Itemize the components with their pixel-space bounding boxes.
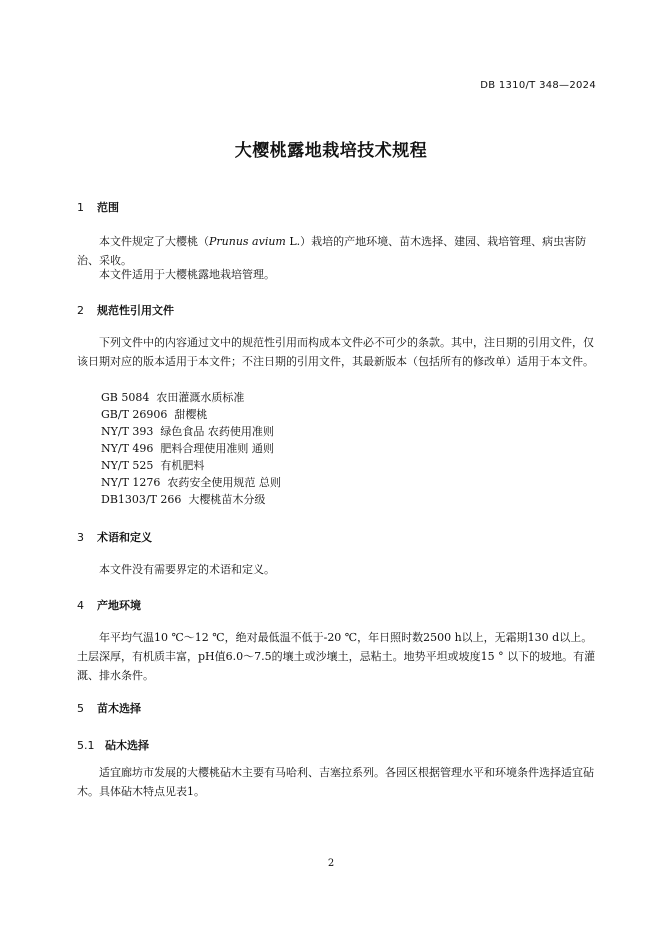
section-number: 5	[77, 702, 84, 715]
section-number: 1	[77, 201, 84, 214]
reference-item: GB/T 26906 甜樱桃	[101, 408, 208, 421]
latin-name: Prunus avium	[209, 235, 286, 248]
section-1-paragraph-2: 本文件适用于大樱桃露地栽培管理。	[99, 268, 275, 281]
text-run: 本文件规定了大樱桃（	[99, 235, 209, 248]
section-5-1-heading	[77, 737, 149, 753]
standard-code: DB 1310/T 348—2024	[480, 80, 596, 91]
section-title: 术语和定义	[97, 531, 152, 544]
section-5-heading	[77, 700, 141, 716]
section-3-heading	[77, 529, 152, 545]
section-title: 范围	[97, 201, 119, 214]
reference-item: GB 5084 农田灌溉水质标准	[101, 391, 245, 404]
section-2-paragraph-1: 下列文件中的内容通过文中的规范性引用而构成本文件必不可少的条款。其中，注日期的引用文件，仅该日期对应的版本适用于本文件；不注日期的引用文件，其最新版本（包括所有的修改单）适用于本文件。	[77, 336, 594, 368]
reference-item: NY/T 525 有机肥料	[101, 459, 205, 472]
section-number: 4	[77, 599, 84, 612]
section-number: 3	[77, 531, 84, 544]
section-4-heading	[77, 597, 141, 613]
reference-item: DB1303/T 266 大樱桃苗木分级	[101, 493, 266, 506]
section-title: 苗木选择	[97, 702, 141, 715]
reference-item: NY/T 496 肥料合理使用准则 通则	[101, 442, 274, 455]
reference-item: NY/T 393 绿色食品 农药使用准则	[101, 425, 274, 438]
section-2-heading	[77, 302, 174, 318]
section-title: 砧木选择	[105, 739, 149, 752]
section-1-heading	[77, 199, 119, 215]
section-number: 2	[77, 304, 84, 317]
section-title: 规范性引用文件	[97, 304, 174, 317]
section-3-paragraph-1: 本文件没有需要界定的术语和定义。	[99, 563, 275, 576]
section-number: 5.1	[77, 739, 95, 752]
page-number: 2	[327, 858, 335, 869]
section-5-1-paragraph-1: 适宜廊坊市发展的大樱桃砧木主要有马哈利、吉塞拉系列。各园区根据管理水平和环境条件选择适宜砧木。具体砧木特点见表1。	[77, 766, 594, 798]
section-4-paragraph-1: 年平均气温10 ℃～12 ℃，绝对最低温不低于-20 ℃，年日照时数2500 h以上，无霜期130 d以上。土层深厚，有机质丰富，pH值6.0～7.5的壤土或沙壤土，忌粘土。地势平坦或坡度15 ° 以下的坡地。有灌溉、排水条件。	[77, 631, 596, 682]
text-run: L.）栽培的产地环境、苗木选择、建园、栽培管理、病虫害防治、采收。	[77, 235, 587, 267]
section-title: 产地环境	[97, 599, 141, 612]
document-title: 大樱桃露地栽培技术规程	[234, 141, 428, 161]
reference-item: NY/T 1276 农药安全使用规范 总则	[101, 476, 281, 489]
